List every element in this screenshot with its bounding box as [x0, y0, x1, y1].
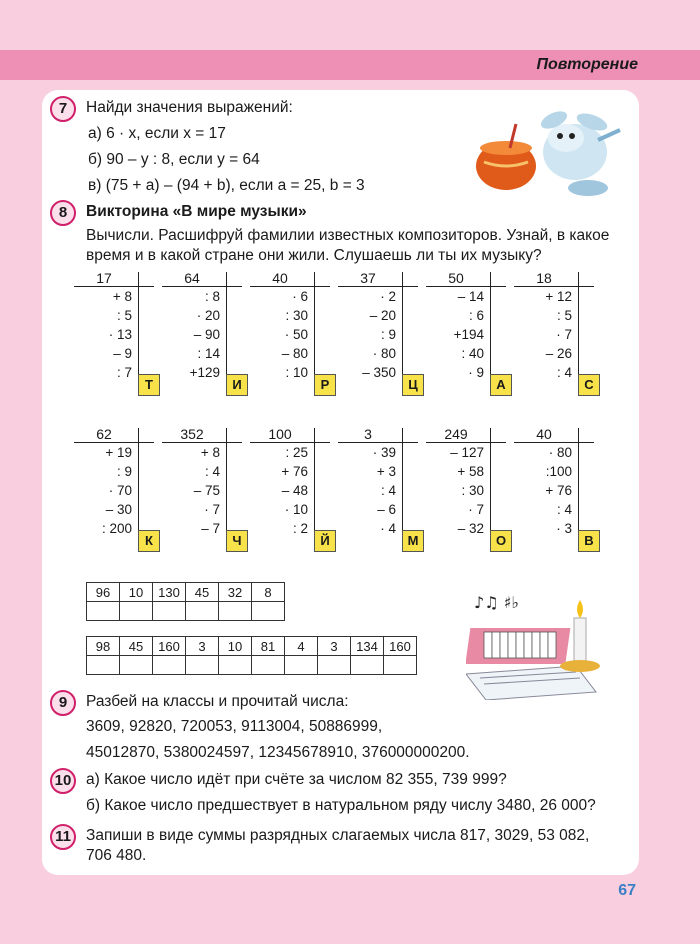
- chain-op: – 48: [281, 483, 308, 498]
- chain-letter: Т: [138, 374, 160, 396]
- chain-3: [250, 268, 330, 394]
- chain-op: · 70: [108, 483, 132, 498]
- task-11-text-1: Запиши в виде суммы разрядных слагаемых числа 817, 3029, 53 082,: [86, 827, 590, 844]
- task-9-numbers-2: 45012870, 5380024597, 12345678910, 376000000200.: [86, 744, 470, 761]
- answer-cell: 81: [252, 637, 285, 656]
- chain-start: 62: [96, 426, 112, 442]
- chain-op: : 10: [285, 365, 308, 380]
- chain-op: · 39: [372, 445, 396, 460]
- answer-blank-cell[interactable]: [351, 656, 384, 675]
- chain-vline: [138, 428, 139, 544]
- chain-letter: К: [138, 530, 160, 552]
- answer-cell: 98: [87, 637, 120, 656]
- answer-blank-cell[interactable]: [252, 602, 285, 621]
- chain-10: [338, 424, 418, 550]
- task-8-text-2: время и в какой стране они жили. Слушаешь ли ты их музыку?: [86, 247, 542, 264]
- answer-blank-cell[interactable]: [186, 602, 219, 621]
- chain-op: : 25: [285, 445, 308, 460]
- chain-start: 37: [360, 270, 376, 286]
- chain-op: · 9: [468, 365, 484, 380]
- chain-op: · 7: [204, 502, 220, 517]
- chain-op: – 6: [377, 502, 396, 517]
- chain-start: 18: [536, 270, 552, 286]
- answer-blank-cell[interactable]: [87, 602, 120, 621]
- task-7-a: а) 6 · x, если x = 17: [88, 125, 226, 142]
- task-8-number: 8: [50, 200, 76, 226]
- chain-vline: [402, 428, 403, 544]
- chain-vline: [226, 272, 227, 388]
- chain-ops: [281, 443, 308, 538]
- task-9-title: Разбей на классы и прочитай числа:: [86, 693, 349, 710]
- answer-cell: 160: [384, 637, 417, 656]
- chain-1: [74, 268, 154, 394]
- chain-letter: Ц: [402, 374, 424, 396]
- answer-blank-cell[interactable]: [87, 656, 120, 675]
- chain-vline: [578, 272, 579, 388]
- chain-op: : 200: [101, 521, 132, 536]
- chain-op: + 76: [281, 464, 308, 479]
- chain-start: 64: [184, 270, 200, 286]
- chain-ops: [545, 287, 572, 382]
- chain-ops: [454, 287, 484, 382]
- chain-ops: [545, 443, 572, 538]
- answer-cell: 4: [285, 637, 318, 656]
- answer-blank-cell[interactable]: [186, 656, 219, 675]
- chain-start: 100: [268, 426, 292, 442]
- chain-op: : 4: [204, 464, 220, 479]
- chain-ops: [450, 443, 484, 538]
- chain-5: [426, 268, 506, 394]
- chain-op: : 9: [380, 327, 396, 342]
- chain-ops: [194, 443, 220, 538]
- chain-op: : 6: [468, 308, 484, 323]
- task-9-numbers-1: 3609, 92820, 720053, 9113004, 50886999,: [86, 718, 383, 735]
- chain-op: : 9: [116, 464, 132, 479]
- chain-op: +194: [453, 327, 484, 342]
- donkey-pot-illustration: [470, 100, 630, 200]
- chain-op: – 75: [193, 483, 220, 498]
- chain-ops: [102, 443, 132, 538]
- answer-cell: 32: [219, 583, 252, 602]
- chain-letter: В: [578, 530, 600, 552]
- answer-blank-cell[interactable]: [153, 656, 186, 675]
- answer-cell: 10: [120, 583, 153, 602]
- chain-letter: М: [402, 530, 424, 552]
- chain-vline: [314, 428, 315, 544]
- chain-vline: [490, 272, 491, 388]
- task-11-number: 11: [50, 824, 76, 850]
- answer-blank-cell[interactable]: [252, 656, 285, 675]
- chain-start: 50: [448, 270, 464, 286]
- chain-op: + 8: [112, 289, 132, 304]
- chain-letter: Р: [314, 374, 336, 396]
- task-10-number: 10: [50, 768, 76, 794]
- answer-blank-cell[interactable]: [219, 602, 252, 621]
- chain-op: : 30: [461, 483, 484, 498]
- chain-4: [338, 268, 418, 394]
- answer-blank-cell[interactable]: [120, 656, 153, 675]
- answer-cell: 8: [252, 583, 285, 602]
- chain-op: – 350: [362, 365, 396, 380]
- chain-7: [74, 424, 154, 550]
- chain-op: · 6: [292, 289, 308, 304]
- chain-op: · 4: [380, 521, 396, 536]
- answer-cell: 3: [186, 637, 219, 656]
- task-10-b: б) Какое число предшествует в натуральном ряду числу 3480, 26 000?: [86, 797, 596, 814]
- chain-8: [162, 424, 242, 550]
- chain-9: [250, 424, 330, 550]
- chain-vline: [314, 272, 315, 388]
- chain-op: · 80: [548, 445, 572, 460]
- answer-cell: 45: [186, 583, 219, 602]
- chain-op: – 90: [193, 327, 220, 342]
- chain-op: – 26: [545, 346, 572, 361]
- chain-letter: С: [578, 374, 600, 396]
- chain-op: + 8: [200, 445, 220, 460]
- chain-ops: [362, 287, 396, 382]
- chain-op: · 13: [108, 327, 132, 342]
- chain-op: : 4: [556, 502, 572, 517]
- answer-cell: 134: [351, 637, 384, 656]
- chain-op: · 10: [284, 502, 308, 517]
- svg-text:♪♫ ♯♭: ♪♫ ♯♭: [474, 593, 519, 612]
- chain-op: · 50: [284, 327, 308, 342]
- chain-start: 40: [272, 270, 288, 286]
- chain-11: [426, 424, 506, 550]
- chain-start: 249: [444, 426, 468, 442]
- answer-cell: 130: [153, 583, 186, 602]
- chain-start: 17: [96, 270, 112, 286]
- chain-op: : 4: [380, 483, 396, 498]
- chain-letter: Ч: [226, 530, 248, 552]
- chain-letter: Й: [314, 530, 336, 552]
- chain-letter: А: [490, 374, 512, 396]
- answer-cell: 3: [318, 637, 351, 656]
- task-9-number: 9: [50, 690, 76, 716]
- chain-letter: И: [226, 374, 248, 396]
- chain-op: – 32: [457, 521, 484, 536]
- chain-vline: [138, 272, 139, 388]
- chain-op: : 7: [116, 365, 132, 380]
- task-7-b: б) 90 – y : 8, если y = 64: [88, 151, 260, 168]
- answer-cell: 96: [87, 583, 120, 602]
- chain-start: 40: [536, 426, 552, 442]
- answer-blank-cell[interactable]: [285, 656, 318, 675]
- chain-vline: [226, 428, 227, 544]
- chain-op: · 7: [556, 327, 572, 342]
- chain-op: +129: [189, 365, 220, 380]
- chain-op: · 3: [556, 521, 572, 536]
- answer-table-1: [86, 582, 285, 621]
- chain-op: + 12: [545, 289, 572, 304]
- answer-blank-cell[interactable]: [318, 656, 351, 675]
- task-10-a: а) Какое число идёт при счёте за числом 82 355, 739 999?: [86, 771, 507, 788]
- chain-op: : 2: [292, 521, 308, 536]
- answer-blank-cell[interactable]: [120, 602, 153, 621]
- chain-op: · 20: [196, 308, 220, 323]
- chain-op: – 80: [281, 346, 308, 361]
- chain-op: + 76: [545, 483, 572, 498]
- answer-cell: 10: [219, 637, 252, 656]
- chain-letter: О: [490, 530, 512, 552]
- chain-ops: [190, 287, 220, 382]
- chain-op: : 8: [204, 289, 220, 304]
- page-number: 67: [618, 882, 636, 899]
- answer-cell: 160: [153, 637, 186, 656]
- chain-op: – 7: [201, 521, 220, 536]
- chain-2: [162, 268, 242, 394]
- task-7-title: Найди значения выражений:: [86, 99, 293, 116]
- answer-cell: 45: [120, 637, 153, 656]
- chain-op: : 4: [556, 365, 572, 380]
- chain-op: – 30: [105, 502, 132, 517]
- chain-op: · 80: [372, 346, 396, 361]
- chain-op: + 58: [457, 464, 484, 479]
- chain-op: : 40: [461, 346, 484, 361]
- chain-ops: [109, 287, 132, 382]
- chain-op: : 5: [116, 308, 132, 323]
- task-7-c: в) (75 + a) – (94 + b), если a = 25, b = 3: [88, 177, 365, 194]
- section-title: Повторение: [536, 56, 638, 73]
- chain-op: : 30: [285, 308, 308, 323]
- answer-blank-cell[interactable]: [219, 656, 252, 675]
- answer-table-2: [86, 636, 417, 675]
- chain-6: [514, 268, 594, 394]
- chain-op: – 127: [450, 445, 484, 460]
- chain-op: · 2: [380, 289, 396, 304]
- chain-start: 352: [180, 426, 204, 442]
- chain-start: 3: [364, 426, 372, 442]
- chain-ops: [282, 287, 308, 382]
- task-7-number: 7: [50, 96, 76, 122]
- chain-op: · 7: [468, 502, 484, 517]
- chain-op: : 14: [197, 346, 220, 361]
- header-band: [0, 50, 700, 80]
- task-11-text-2: 706 480.: [86, 847, 147, 864]
- chain-ops: [373, 443, 396, 538]
- task-8-text-1: Вычисли. Расшифруй фамилии известных композиторов. Узнай, в какое: [86, 227, 610, 244]
- piano-candle-illustration: [466, 588, 616, 700]
- chain-vline: [402, 272, 403, 388]
- chain-op: – 20: [369, 308, 396, 323]
- chain-vline: [578, 428, 579, 544]
- chain-op: + 3: [376, 464, 396, 479]
- answer-blank-cell[interactable]: [153, 602, 186, 621]
- chain-op: – 9: [113, 346, 132, 361]
- chain-op: + 19: [105, 445, 132, 460]
- chain-op: – 14: [457, 289, 484, 304]
- chain-op: :100: [545, 464, 572, 479]
- answer-blank-cell[interactable]: [384, 656, 417, 675]
- chain-op: : 5: [556, 308, 572, 323]
- chain-12: [514, 424, 594, 550]
- task-8-title: Викторина «В мире музыки»: [86, 203, 307, 220]
- chain-vline: [490, 428, 491, 544]
